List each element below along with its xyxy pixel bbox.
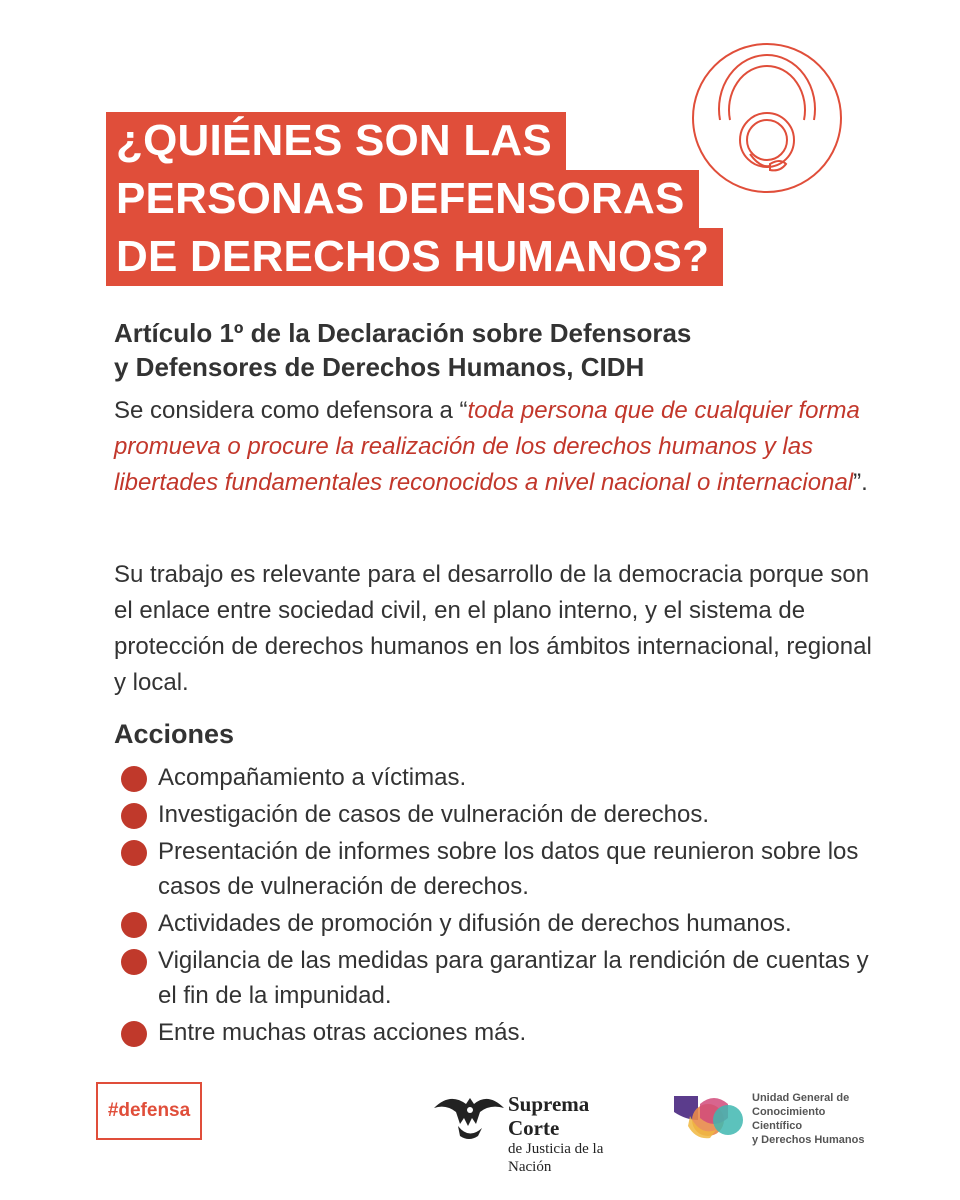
- hashtag-text: #defensa: [107, 1100, 191, 1121]
- circle-bullet-icon: [121, 766, 147, 792]
- list-item-text: Acompañamiento a víctimas.: [158, 764, 467, 791]
- page-title: [106, 112, 723, 286]
- list-item: [118, 797, 878, 832]
- circle-bullet-icon: [121, 840, 147, 866]
- title-line-1: ¿QUIÉNES SON LAS: [106, 112, 566, 170]
- list-item-text: Entre muchas otras acciones más.: [158, 1019, 527, 1046]
- unit-name-line-2: Conocimiento Científico: [752, 1106, 826, 1132]
- unit-logo: [670, 1088, 870, 1144]
- actions-list: [118, 760, 878, 1052]
- title-line-3: DE DERECHOS HUMANOS?: [106, 228, 723, 286]
- list-item-text: Vigilancia de las medidas para garantizar la rendición de cuentas y el fin de la impunidad.: [158, 947, 869, 1009]
- circle-bullet-icon: [121, 912, 147, 938]
- list-item-text: Presentación de informes sobre los datos que reunieron sobre los casos de vulneración de derechos.: [158, 838, 859, 900]
- circle-bullet-icon: [121, 803, 147, 829]
- scjn-logo: [432, 1088, 642, 1175]
- list-item-text: Investigación de casos de vulneración de derechos.: [158, 801, 710, 828]
- circle-bullet-icon: [121, 949, 147, 975]
- eagle-emblem-icon: [432, 1088, 506, 1142]
- subtitle-line-1: Artículo 1º de la Declaración sobre Defensoras: [114, 318, 692, 348]
- definition-paragraph: [114, 393, 874, 501]
- list-item: [118, 1015, 878, 1050]
- list-item-text: Actividades de promoción y difusión de derechos humanos.: [158, 910, 792, 937]
- title-line-2: PERSONAS DEFENSORAS: [106, 170, 699, 228]
- overlapping-shapes-logo-icon: [670, 1090, 746, 1142]
- circle-bullet-icon: [121, 1021, 147, 1047]
- relevance-paragraph: Su trabajo es relevante para el desarrollo de la democracia porque son el enlace entre sociedad civil, en el plano interno, y el sistema de protección de derechos humanos en los ámbitos internacional, regional y local.: [114, 561, 872, 696]
- scjn-name-line-1: Suprema Corte: [508, 1092, 590, 1140]
- unit-name-line-1: Unidad General de: [752, 1092, 850, 1104]
- subtitle-line-2: y Defensores de Derechos Humanos, CIDH: [114, 352, 645, 382]
- actions-heading: Acciones: [114, 719, 235, 749]
- list-item: [118, 906, 878, 941]
- hashtag-badge: [96, 1082, 202, 1140]
- definition-quote: toda persona que de cualquier forma promueva o procure la realización de los derechos humanos y las libertades fundamentales reconocidos a nivel nacional o internacional: [114, 397, 860, 496]
- list-item: [118, 760, 878, 795]
- article-subtitle: [114, 316, 874, 384]
- unit-name-line-3: y Derechos Humanos: [752, 1134, 865, 1146]
- scjn-name-line-2: de Justicia de la Nación: [508, 1141, 604, 1175]
- list-item: [118, 834, 878, 904]
- definition-prefix: Se considera como defensora a “: [114, 397, 468, 424]
- list-item: [118, 943, 878, 1013]
- definition-suffix: ”.: [853, 469, 868, 496]
